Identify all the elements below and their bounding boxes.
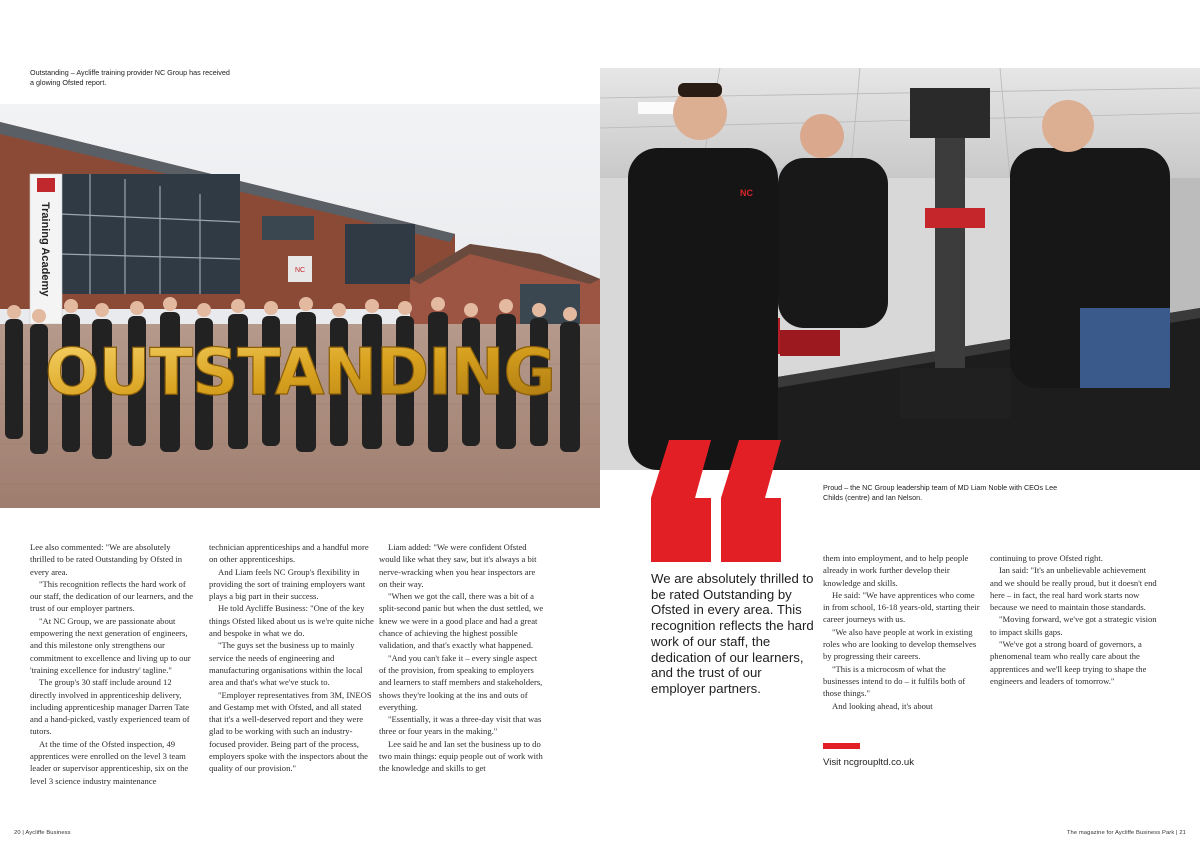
paragraph: Liam added: "We were confident Ofsted would like what they saw, but it's always a bit nerve-wracking when you hear inspectors are on their way. xyxy=(379,542,537,589)
training-academy-sign: Training Academy xyxy=(39,202,51,297)
pull-quote: We are absolutely thrilled to be rated Outstanding by Ofsted in every area. This recognition reflects the hard work of our staff, the dedication of our learners, and the trust of our employer partners. xyxy=(651,571,814,696)
article-column-2 xyxy=(209,541,375,775)
paragraph: "Essentially, it was a three-day visit that was three or four years in the making." xyxy=(379,714,542,737)
article-column-1 xyxy=(30,541,196,787)
website-link[interactable]: Visit ncgroupltd.co.uk xyxy=(823,757,915,768)
photo-caption-right: Proud – the NC Group leadership team of MD Liam Noble with CEOs Lee Childs (centre) and Ian Nelson. xyxy=(823,483,1058,502)
paragraph: At the time of the Ofsted inspection, 49 apprentices were enrolled on the level 3 team leader or supervisor apprenticeship, six on the level 3 science industry maintenance xyxy=(30,738,189,786)
paragraph: Ian said: "It's an unbelievable achievement and we should be really proud, but it doesn't end here – in fact, the real hard work starts now because we need to maintain those standards. xyxy=(990,565,1157,613)
article-column-5 xyxy=(990,552,1158,687)
paragraph: "We also have people at work in existing roles who are looking to develop themselves by progressing their careers. xyxy=(823,626,977,662)
photo-caption-left: Outstanding – Aycliffe training provider NC Group has received a glowing Ofsted report. xyxy=(30,68,230,87)
accent-bar xyxy=(823,743,860,749)
paragraph: them into employment, and to help people already in work further develop their knowledge and skills. xyxy=(823,553,969,588)
paragraph: "At NC Group, we are passionate about empowering the next generation of engineers, and this milestone only strengthens our commitment to excellence and living up to our 'training excellence for industry' tagline." xyxy=(30,615,191,675)
footer-left: 20 | Aycliffe Business xyxy=(14,830,71,836)
leadership-photo-illustration xyxy=(600,68,1200,470)
paragraph: "We've got a strong board of governors, a phenomenal team who really care about the apprentices and we'll keep trying to shape the engineers and leaders of tomorrow." xyxy=(990,639,1147,686)
footer-right: The magazine for Aycliffe Business Park | 21 xyxy=(1066,830,1186,836)
paragraph: "This recognition reflects the hard work of our staff, the dedication of our learners, and the trust of our employer partners. xyxy=(30,578,194,614)
paragraph: And looking ahead, it's about xyxy=(832,700,933,711)
shirt-logo: NC xyxy=(740,188,753,198)
paragraph: "This is a microcosm of what the businesses intend to do – it fulfils both of those things." xyxy=(823,663,966,699)
paragraph: He told Aycliffe Business: "One of the key things Ofsted liked about us is we're quite niche and bespoke in what we do. xyxy=(209,603,374,639)
paragraph: "And you can't fake it – every single aspect of the provision, from speaking to employers and learners to staff members and stakeholders, shows they're looking at the ins and outs of everything. xyxy=(379,652,543,712)
paragraph: Lee said he and Ian set the business up to do two main things: equip people out of work with the knowledge and skills to get xyxy=(379,738,543,774)
paragraph: "Moving forward, we've got a strategic vision to impact skills gaps. xyxy=(990,614,1157,637)
paragraph: continuing to prove Ofsted right. xyxy=(990,553,1103,563)
paragraph: And Liam feels NC Group's flexibility in providing the sort of training employers want plays a big part in their success. xyxy=(209,566,366,602)
paragraph: He said: "We have apprentices who come in from school, 16-18 years-old, starting their career journeys with us. xyxy=(823,589,980,625)
paragraph: technician apprenticeships and a handful more on other apprenticeships. xyxy=(209,542,369,565)
svg-text:NC: NC xyxy=(294,267,306,274)
leadership-team-photo xyxy=(600,68,1200,470)
paragraph: "When we got the call, there was a bit of a split-second panic but when the dust settled, we knew we were in a good place and had a great chance of achieving the highest possible validation, and that's exactly what happened. xyxy=(379,591,544,651)
group-photo-illustration xyxy=(0,104,600,508)
paragraph: Lee also commented: "We are absolutely thrilled to be rated Outstanding by Ofsted in every area. xyxy=(30,542,183,577)
outstanding-balloons: OUTSTANDING xyxy=(45,336,555,410)
paragraph: "Employer representatives from 3M, INEOS and Gestamp met with Ofsted, and all stated that it's a well-deserved report and they were glad to be working with such an industry-focused provider. Being part of the process, employers spoke with the inspectors about the quality of our provision." xyxy=(209,689,372,774)
article-column-3 xyxy=(379,541,545,775)
quote-mark-icon xyxy=(651,440,781,562)
paragraph: The group's 30 staff include around 12 directly involved in apprenticeship delivery, including apprenticeship manager Darren Tate and a hand-picked, vastly experienced team of tutors. xyxy=(30,677,190,737)
article-column-4 xyxy=(823,552,983,712)
outstanding-group-photo xyxy=(0,104,600,508)
paragraph: "The guys set the business up to mainly service the needs of engineering and manufacturing organisations within the local area and that's what we've stuck to. xyxy=(209,640,363,688)
